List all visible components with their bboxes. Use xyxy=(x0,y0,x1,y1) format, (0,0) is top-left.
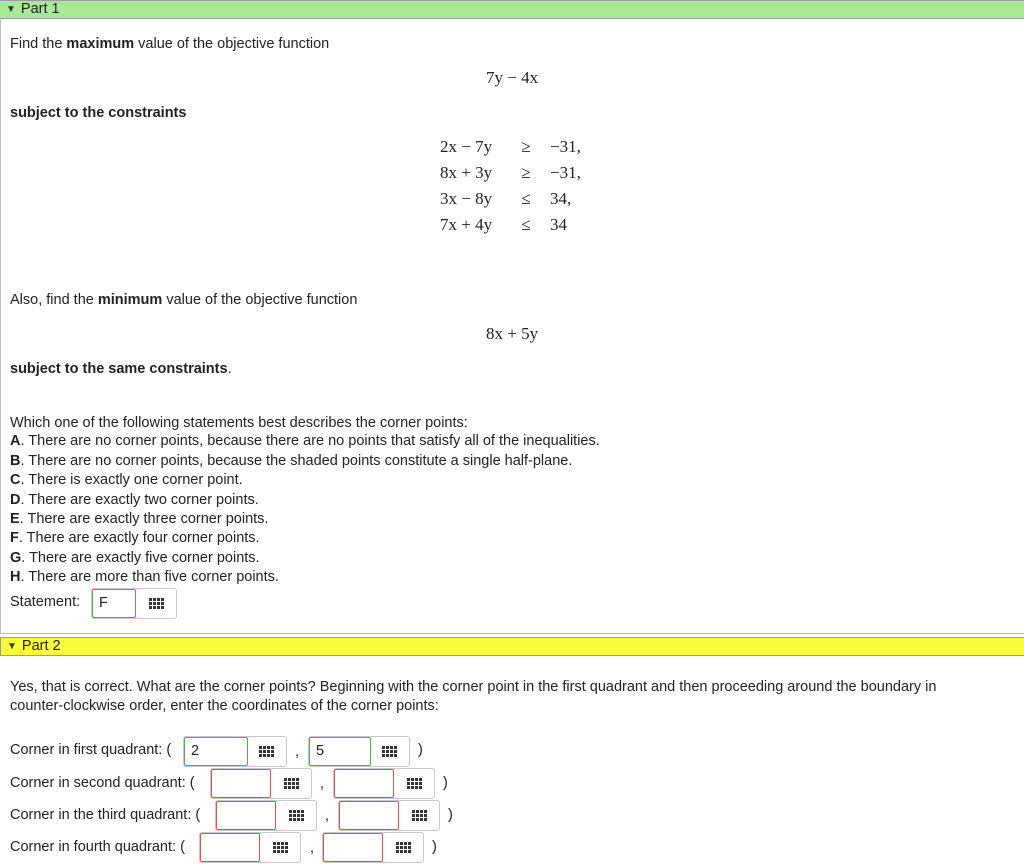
comma: , xyxy=(295,744,300,760)
corner3-y-input[interactable] xyxy=(339,801,399,830)
which-statement-prompt: Which one of the following statements best describes the corner points: xyxy=(10,415,468,431)
statement-palette-button[interactable] xyxy=(136,589,176,618)
close-paren: ) xyxy=(448,807,453,823)
collapse-triangle-icon[interactable]: ▼ xyxy=(6,4,16,15)
comma: , xyxy=(320,776,325,792)
corner4-label: Corner in fourth quadrant: ( xyxy=(10,839,185,855)
part2-intro-line1: Yes, that is correct. What are the corner points? Beginning with the corner point in the first quadrant and then proceeding around the boundary in xyxy=(10,679,937,695)
part2-title: Part 2 xyxy=(21,638,61,654)
statement-answer-box xyxy=(91,588,177,619)
corner2-x-box xyxy=(210,768,312,799)
corner2-label: Corner in second quadrant: ( xyxy=(10,775,195,791)
comma: , xyxy=(310,840,315,856)
corner3-y-palette-button[interactable] xyxy=(399,801,439,830)
choice-e: E. There are exactly three corner points. xyxy=(10,511,269,527)
corner1-x-palette-button[interactable] xyxy=(246,737,286,766)
corner3-x-input[interactable] xyxy=(216,801,276,830)
grid-icon xyxy=(396,842,411,853)
choice-g: G. There are exactly five corner points. xyxy=(10,550,260,566)
close-paren: ) xyxy=(443,775,448,791)
corner2-y-box xyxy=(333,768,435,799)
corner2-x-palette-button[interactable] xyxy=(271,769,311,798)
statement-input[interactable]: F xyxy=(92,589,136,618)
choice-c: C. There is exactly one corner point. xyxy=(10,472,243,488)
corner1-y-palette-button[interactable] xyxy=(369,737,409,766)
corner3-y-box xyxy=(338,800,440,831)
corner1-label: Corner in first quadrant: ( xyxy=(10,742,172,758)
choice-f: F. There are exactly four corner points. xyxy=(10,530,260,546)
corner4-y-palette-button[interactable] xyxy=(383,833,423,862)
choice-a: A. There are no corner points, because there are no points that satisfy all of the inequalities. xyxy=(10,433,600,449)
part2-intro-line2: counter-clockwise order, enter the coordinates of the corner points: xyxy=(10,698,439,714)
grid-icon xyxy=(382,746,397,757)
statement-label: Statement: xyxy=(10,594,81,610)
grid-icon xyxy=(259,746,274,757)
corner4-y-input[interactable] xyxy=(323,833,383,862)
choice-h: H. There are more than five corner points. xyxy=(10,569,279,585)
corner1-y-box xyxy=(308,736,410,767)
corner4-y-box xyxy=(322,832,424,863)
corner2-y-palette-button[interactable] xyxy=(394,769,434,798)
collapse-triangle-icon[interactable]: ▼ xyxy=(7,641,17,652)
same-constraints-label: subject to the same constraints. xyxy=(10,361,232,377)
corner4-x-palette-button[interactable] xyxy=(260,833,300,862)
min-question: Also, find the minimum value of the objective function xyxy=(10,292,358,308)
corner3-x-palette-button[interactable] xyxy=(276,801,316,830)
close-paren: ) xyxy=(418,742,423,758)
subject-to-label: subject to the constraints xyxy=(10,105,187,121)
part1-header[interactable] xyxy=(0,0,1024,19)
corner1-y-input[interactable]: 5 xyxy=(309,737,371,766)
objective-max: 7y − 4x xyxy=(486,68,539,87)
comma: , xyxy=(325,808,330,824)
max-question: Find the maximum value of the objective function xyxy=(10,36,330,52)
grid-icon xyxy=(407,778,422,789)
corner2-y-input[interactable] xyxy=(334,769,394,798)
grid-icon xyxy=(289,810,304,821)
corner4-x-box xyxy=(199,832,301,863)
corner4-x-input[interactable] xyxy=(200,833,260,862)
part1-title: Part 1 xyxy=(20,1,60,17)
grid-icon xyxy=(284,778,299,789)
corner3-label: Corner in the third quadrant: ( xyxy=(10,807,201,823)
grid-icon xyxy=(273,842,288,853)
choice-d: D. There are exactly two corner points. xyxy=(10,492,259,508)
corner3-x-box xyxy=(215,800,317,831)
grid-icon xyxy=(412,810,427,821)
corner1-x-input[interactable]: 2 xyxy=(184,737,248,766)
objective-min: 8x + 5y xyxy=(486,324,539,343)
part2-header[interactable] xyxy=(0,637,1024,656)
close-paren: ) xyxy=(432,839,437,855)
corner1-x-box xyxy=(183,736,287,767)
corner2-x-input[interactable] xyxy=(211,769,271,798)
choice-b: B. There are no corner points, because the shaded points constitute a single half-plane. xyxy=(10,453,573,469)
grid-icon xyxy=(149,598,164,609)
